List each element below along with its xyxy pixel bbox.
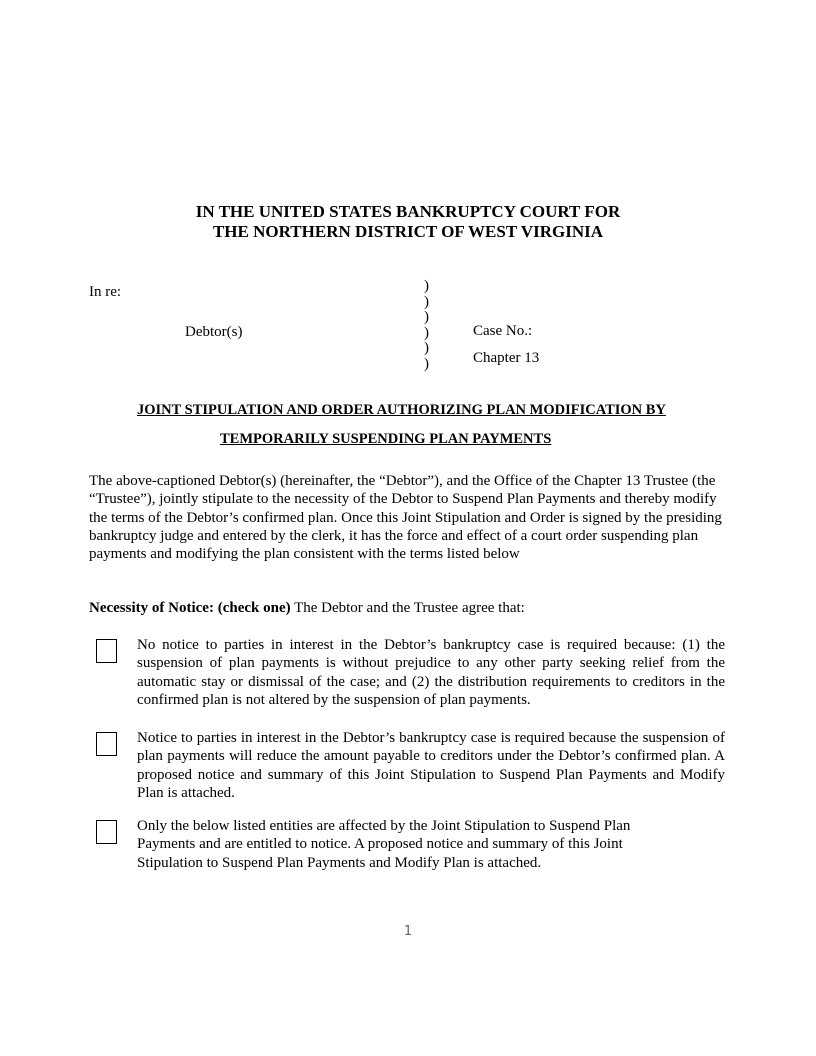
option-3-text: Only the below listed entities are affected by the Joint Stipulation to Suspend Plan Payments and are entitled to notice. A proposed notice and summary of this Joint Stipulation to Suspend Plan Payments and Modify Plan is attached.	[137, 818, 631, 871]
court-heading	[0, 202, 816, 242]
debtor-label: Debtor(s)	[185, 324, 243, 340]
option-1-checkbox[interactable]	[96, 639, 117, 663]
chapter-label: Chapter 13	[473, 350, 540, 366]
in-re-label: In re:	[89, 284, 122, 300]
intro-paragraph: The above-captioned Debtor(s) (hereinafter, the “Debtor”), and the Office of the Chapter 13 Trustee (the “Trustee”), jointly stipulate to the necessity of the Debtor to Suspend Plan Payments and thereby modify the terms of the Debtor’s confirmed plan. Once this Joint Stipulation and Order is signed by the presiding bankruptcy judge and entered by the clerk, it has the force and effect of a court order suspending plan payments and modifying the plan consistent with the terms listed below	[89, 473, 722, 563]
notice-label: Necessity of Notice: (check one)	[89, 600, 291, 616]
caption-paren: )	[424, 340, 429, 356]
caption-paren: )	[424, 293, 429, 310]
court-heading-line-1: IN THE UNITED STATES BANKRUPTCY COURT FOR	[195, 202, 621, 221]
notice-text: The Debtor and the Trustee agree that:	[290, 600, 525, 616]
notice-heading	[89, 600, 525, 617]
order-title-line-2: TEMPORARILY SUSPENDING PLAN PAYMENTS	[220, 431, 552, 447]
page-number: 1	[403, 924, 413, 939]
order-title-line-1: JOINT STIPULATION AND ORDER AUTHORIZING PLAN MODIFICATION BY	[137, 402, 666, 418]
option-2-checkbox[interactable]	[96, 732, 117, 756]
option-2-text: Notice to parties in interest in the Debtor’s bankruptcy case is required because the suspension of plan payments will reduce the amount payable to creditors under the Debtor’s confirmed plan. A proposed notice and summary of this Joint Stipulation to Suspend Plan Payments and Modify Plan is attached.	[137, 730, 725, 801]
caption-paren: )	[424, 355, 429, 372]
court-heading-line-2: THE NORTHERN DISTRICT OF WEST VIRGINIA	[212, 222, 604, 241]
caption-paren: )	[424, 324, 429, 341]
option-3-checkbox[interactable]	[96, 820, 117, 844]
caption-paren: )	[424, 309, 429, 325]
caption-paren: )	[424, 278, 429, 294]
case-number-label: Case No.:	[473, 323, 533, 339]
option-1-text: No notice to parties in interest in the Debtor’s bankruptcy case is required because: (1) the suspension of plan payments is without prejudice to any other party seeking relief from the automatic stay or dismissal of the case; and (2) the distribution requirements to creditors in the confirmed plan is not altered by the suspension of plan payments.	[137, 637, 725, 708]
caption-parentheses	[424, 279, 429, 372]
